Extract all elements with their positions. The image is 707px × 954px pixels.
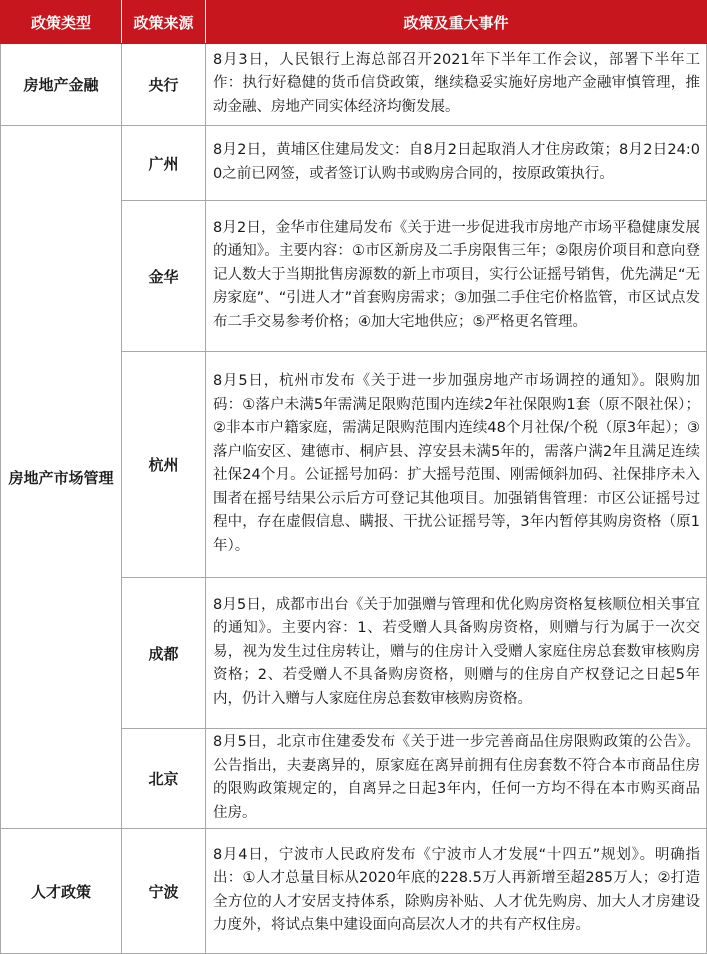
source-cell: 广州 — [122, 126, 206, 201]
table-row — [1, 126, 707, 201]
event-cell: 8月3日，人民银行上海总部召开2021年下半年工作会议，部署下半年工作：执行好稳健的货币信贷政策，继续稳妥实施好房地产金融审慎管理，推动金融、房地产同实体经济均衡发展。 — [206, 44, 707, 126]
event-cell: 8月4日，宁波市人民政府发布《宁波市人才发展“十四五”规划》。明确指出：①人才总量目标从2020年底的228.5万人再新增至超285万人；②打造全方位的人才安居支持体系，除购房补贴、人才优先购房、加大人才房建设力度外，将试点集中建设面向高层次人才的共有产权住房。 — [206, 829, 707, 954]
event-cell: 8月5日，成都市出台《关于加强赠与管理和优化购房资格复核顺位相关事宜的通知》。主要内容：1、若受赠人具备购房资格，则赠与行为属于一次交易，视为发生过住房转让，赠与的住房计入受赠人家庭住房总套数审核购房资格；2、若受赠人不具备购房资格，则赠与的住房自产权登记之日起5年内，仍计入赠与人家庭住房总套数审核购房资格。 — [206, 578, 707, 729]
source-cell: 央行 — [122, 44, 206, 126]
event-cell: 8月2日，金华市住建局发布《关于进一步促进我市房地产市场平稳健康发展的通知》。主要内容：①市区新房及二手房限售三年；②限房价项目和意向登记人数大于当期批售房源数的新上市项目，实行公证摇号销售，优先满足“无房家庭”、“引进人才”首套购房需求；③加强二手住宅价格监管，市区试点发布二手交易参考价格；④加大宅地供应；⑤严格更名管理。 — [206, 201, 707, 352]
source-cell: 金华 — [122, 201, 206, 352]
event-cell: 8月2日，黄埔区住建局发文：自8月2日起取消人才住房政策；8月2日24:00之前已网签，或者签订认购书或购房合同的，按原政策执行。 — [206, 126, 707, 201]
source-cell: 宁波 — [122, 829, 206, 954]
source-cell: 杭州 — [122, 352, 206, 578]
table-row — [1, 44, 707, 126]
header-policy-source: 政策来源 — [122, 1, 206, 44]
source-cell: 北京 — [122, 729, 206, 829]
header-row — [1, 1, 707, 44]
header-policy-type: 政策类型 — [1, 1, 122, 44]
event-cell: 8月5日，北京市住建委发布《关于进一步完善商品住房限购政策的公告》。公告指出，夫妻离异的，原家庭在离异前拥有住房套数不符合本市商品住房的限购政策规定的，自离异之日起3年内，任何一方均不得在本市购买商品住房。 — [206, 729, 707, 829]
table-row — [1, 829, 707, 954]
event-cell: 8月5日，杭州市发布《关于进一步加强房地产市场调控的通知》。限购加码：①落户未满5年需满足限购范围内连续2年社保限购1套（原不限社保）；②非本市户籍家庭，需满足限购范围内连续48个月社保/个税（原3年起）；③落户临安区、建德市、桐庐县、淳安县未满5年的，需落户满2年且满足连续社保24个月。公证摇号加码：扩大摇号范围、刚需倾斜加码、社保排序未入围者在摇号结果公示后方可登记其他项目。加强销售管理：市区公证摇号过程中，存在虚假信息、瞒报、干扰公证摇号等，3年内暂停其购房资格（原1年）。 — [206, 352, 707, 578]
category-talent: 人才政策 — [1, 829, 122, 954]
source-cell: 成都 — [122, 578, 206, 729]
category-finance: 房地产金融 — [1, 44, 122, 126]
category-market: 房地产市场管理 — [1, 126, 122, 829]
header-events: 政策及重大事件 — [206, 1, 707, 44]
